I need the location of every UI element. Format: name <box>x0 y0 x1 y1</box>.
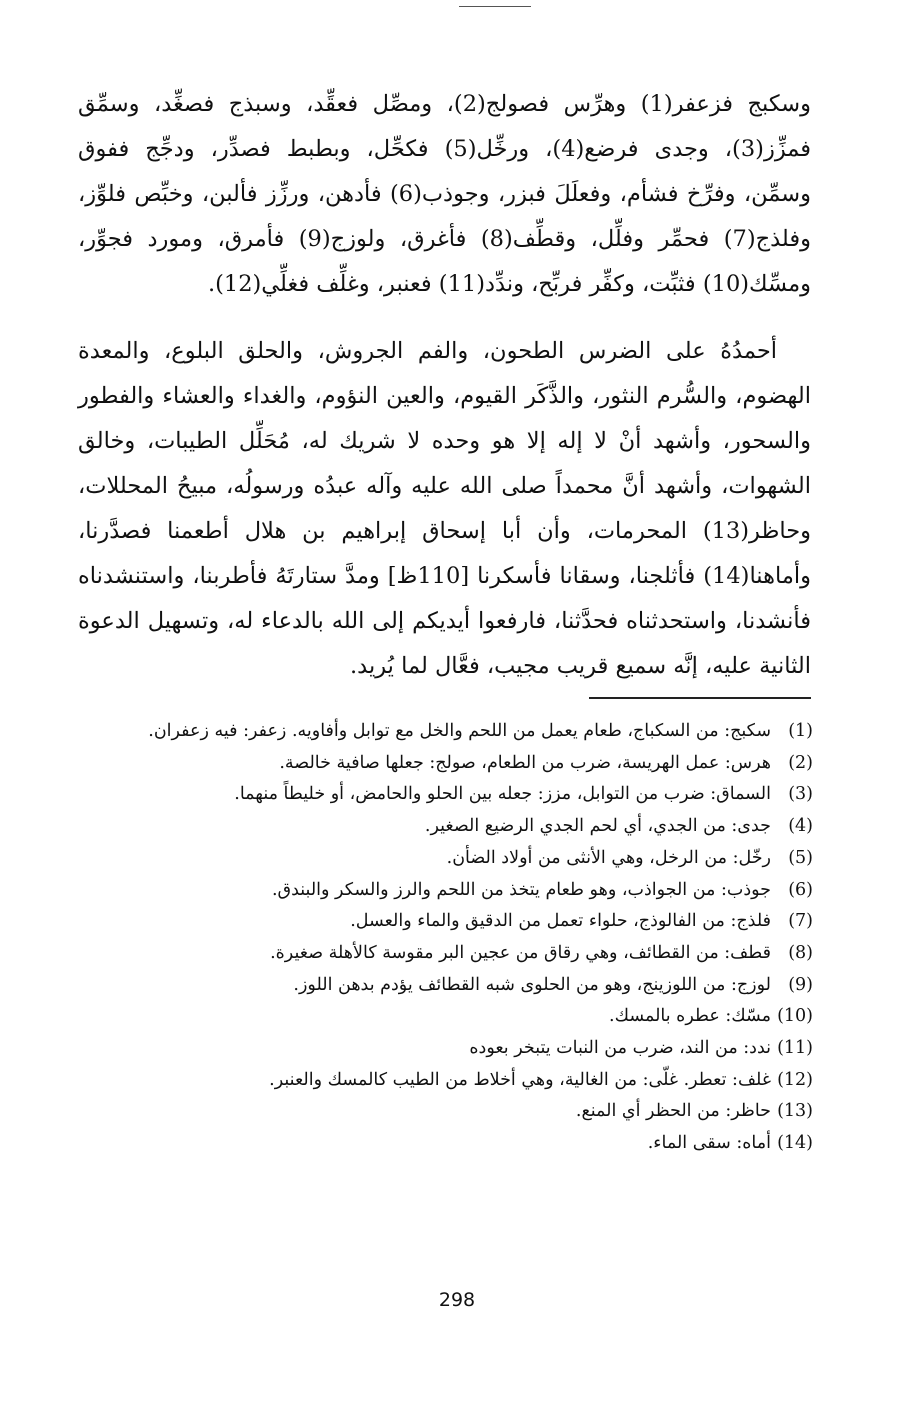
footnote-text: جدى: من الجدي، أي لحم الجدي الرضيع الصغير. <box>424 816 771 837</box>
footnote-number: (14) <box>777 1133 813 1154</box>
footnote-item <box>78 716 813 748</box>
footnote-text: ندد: من الند، ضرب من النبات يتبخر بعوده <box>469 1038 771 1059</box>
footnote-item <box>78 938 813 970</box>
footnote-number: (2) <box>788 752 813 773</box>
footnote-text: لوزج: من اللوزينج، وهو من الحلوى شبه القطائف يؤدم بدهن اللوز. <box>293 974 771 995</box>
footnote-item <box>78 1033 813 1065</box>
footnote-number: (10) <box>777 1006 813 1027</box>
footnote-item <box>78 1065 813 1097</box>
footnote-item <box>78 811 813 843</box>
footnote-item <box>78 779 813 811</box>
footnote-number: (8) <box>788 942 813 963</box>
footnote-number: (3) <box>788 784 813 805</box>
footnotes-list <box>78 716 813 1160</box>
footnote-number: (4) <box>788 816 813 837</box>
footnote-text: جوذب: من الجواذب، وهو طعام يتخذ من اللحم والرز والسكر والبندق. <box>271 879 771 900</box>
footnote-item <box>78 1096 813 1128</box>
footnote-number: (1) <box>788 721 813 741</box>
top-rule <box>459 6 531 7</box>
footnote-number: (9) <box>788 974 813 995</box>
footnote-text: فلذج: من الفالوذج، حلواء تعمل من الدقيق والماء والعسل. <box>350 911 771 932</box>
footnote-number: (13) <box>777 1101 813 1122</box>
footnote-item <box>78 906 813 938</box>
page-number: 298 <box>438 1289 476 1311</box>
footnote-item <box>78 843 813 875</box>
footnote-item <box>78 970 813 1002</box>
footnote-number: (7) <box>788 911 813 932</box>
footnote-item <box>78 875 813 907</box>
footnote-text: هرس: عمل الهريسة، ضرب من الطعام، صولج: جعلها صافية خالصة. <box>279 752 771 773</box>
paragraph-1: وسكبج فزعفر(1) وهرِّس فصولج(2)، ومصِّل فعقِّد، وسبذج فصغِّد، وسمِّق فمزِّز(3)، وجدى فرضع(4)، ورخِّل(5) فكحِّل، وبطبط فصدِّر، ودجِّج ففوق وسمِّن، وفرِّخ فشأم، وفعلَلَ فبزر، وجوذب(6) فأدهن، ورزِّز فألبن، وخبِّص فلوِّز، وفلذج(7) فحمِّر وفلِّل، وقطِّف(8) فأغرق، ولوزج(9) فأمرق، ومورد فجوِّر، ومسِّك(10) فثبِّت، وكفِّر فربِّح، وندِّد(11) فعنبر، وغلِّف فغلِّي(12). <box>78 91 811 297</box>
footnote-number: (5) <box>788 847 813 868</box>
footnote-text: قطف: من القطائف، وهي رقاق من عجين البر مقوسة كالأهلة صغيرة. <box>270 942 771 963</box>
footnote-number: (12) <box>777 1069 813 1090</box>
main-text <box>78 82 811 689</box>
footnote-text: السماق: ضرب من التوابل، مزز: جعله بين الحلو والحامض، أو خليطاً منهما. <box>234 784 771 805</box>
footnote-number: (11) <box>777 1038 813 1059</box>
footnote-item <box>78 748 813 780</box>
footnote-item <box>78 1001 813 1033</box>
footnote-text: سكبج: من السكباج، طعام يعمل من اللحم والخل مع توابل وأفاويه. زعفر: فيه زعفران. <box>148 721 771 741</box>
footnote-item <box>78 1128 813 1160</box>
footnote-text: مسّك: عطره بالمسك. <box>609 1006 771 1027</box>
footnote-text: أماه: سقى الماء. <box>647 1133 771 1154</box>
paragraph-2: أحمدُهُ على الضرس الطحون، والفم الجروش، والحلق البلوع، والمعدة الهضوم، والسُّرم النثور، والذَّكَر القيوم، والعين النؤوم، والغداء والعشاء والفطور والسحور، وأشهد أنْ لا إله إلا هو وحده لا شريك له، مُحَلِّل الطيبات، وخالق الشهوات، وأشهد أنَّ محمداً صلى الله عليه وآله عبدُه ورسولُه، مبيحُ المحللات، وحاظر(13) المحرمات، وأن أبا إسحاق إبراهيم بن هلال أطعمنا فصدَّرنا، وأماهنا(14) فأثلجنا، وسقانا فأسكرنا [110ظ] ومدَّ ستارتَهُ فأطربنا، واستنشدناه فأنشدنا، واستحدثناه فحدَّثنا، فارفعوا أيديكم إلى الله بالدعاء له، وتسهيل الدعوة الثانية عليه، إنَّه سميع قريب مجيب، فعَّال لما يُريد. <box>78 338 811 679</box>
footnote-number: (6) <box>788 879 813 900</box>
footnote-separator <box>589 697 811 699</box>
footnote-text: غلف: تعطر. غلّى: من الغالية، وهي أخلاط من الطيب كالمسك والعنبر. <box>269 1069 771 1090</box>
footnote-text: حاظر: من الحظر أي المنع. <box>575 1101 771 1122</box>
footnote-text: رخّل: من الرخل، وهي الأنثى من أولاد الضأن. <box>446 847 771 868</box>
